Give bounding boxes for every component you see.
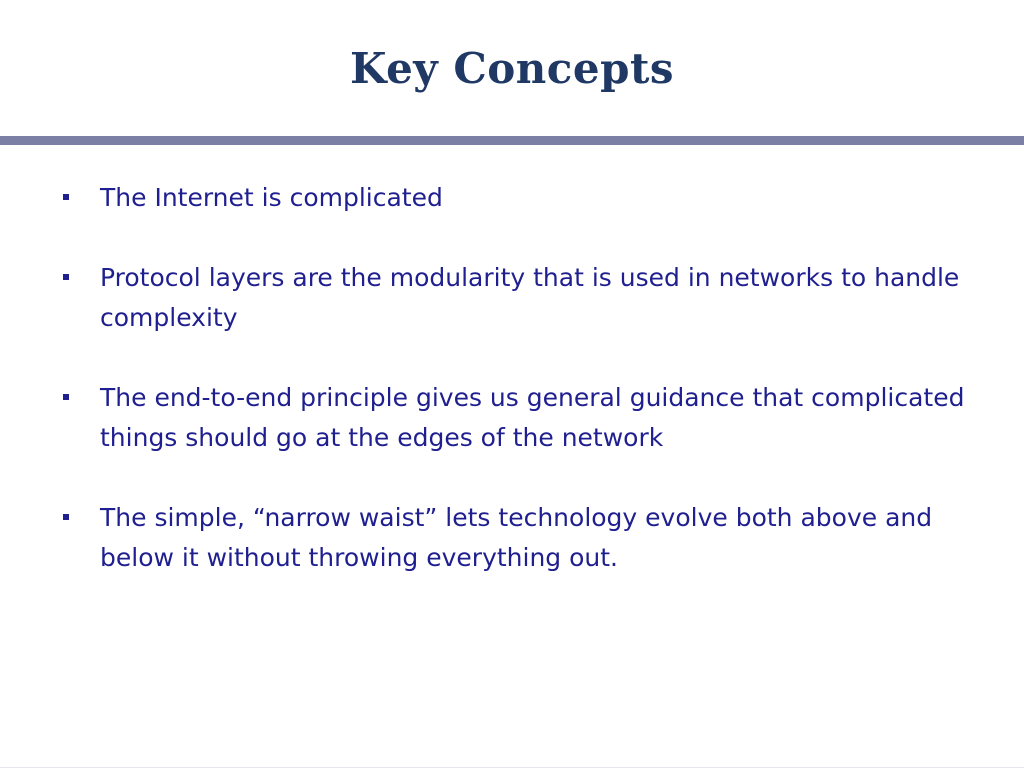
bullet-text: The Internet is complicated xyxy=(100,183,443,212)
bullet-item xyxy=(60,498,980,578)
bullet-list xyxy=(60,178,980,618)
square-bullet-icon xyxy=(63,394,69,400)
square-bullet-icon xyxy=(63,194,69,200)
square-bullet-icon xyxy=(63,514,69,520)
slide-title: Key Concepts xyxy=(349,44,674,93)
title-divider xyxy=(0,136,1024,145)
bullet-item xyxy=(60,178,980,218)
bullet-item xyxy=(60,258,980,338)
bullet-text: The end-to-end principle gives us general guidance that complicated things should go at the edges of the network xyxy=(100,383,965,452)
bullet-item xyxy=(60,378,980,458)
bullet-text: Protocol layers are the modularity that is used in networks to handle complexity xyxy=(100,263,960,332)
bullet-text: The simple, “narrow waist” lets technology evolve both above and below it without throwing everything out. xyxy=(100,503,933,572)
square-bullet-icon xyxy=(63,274,69,280)
